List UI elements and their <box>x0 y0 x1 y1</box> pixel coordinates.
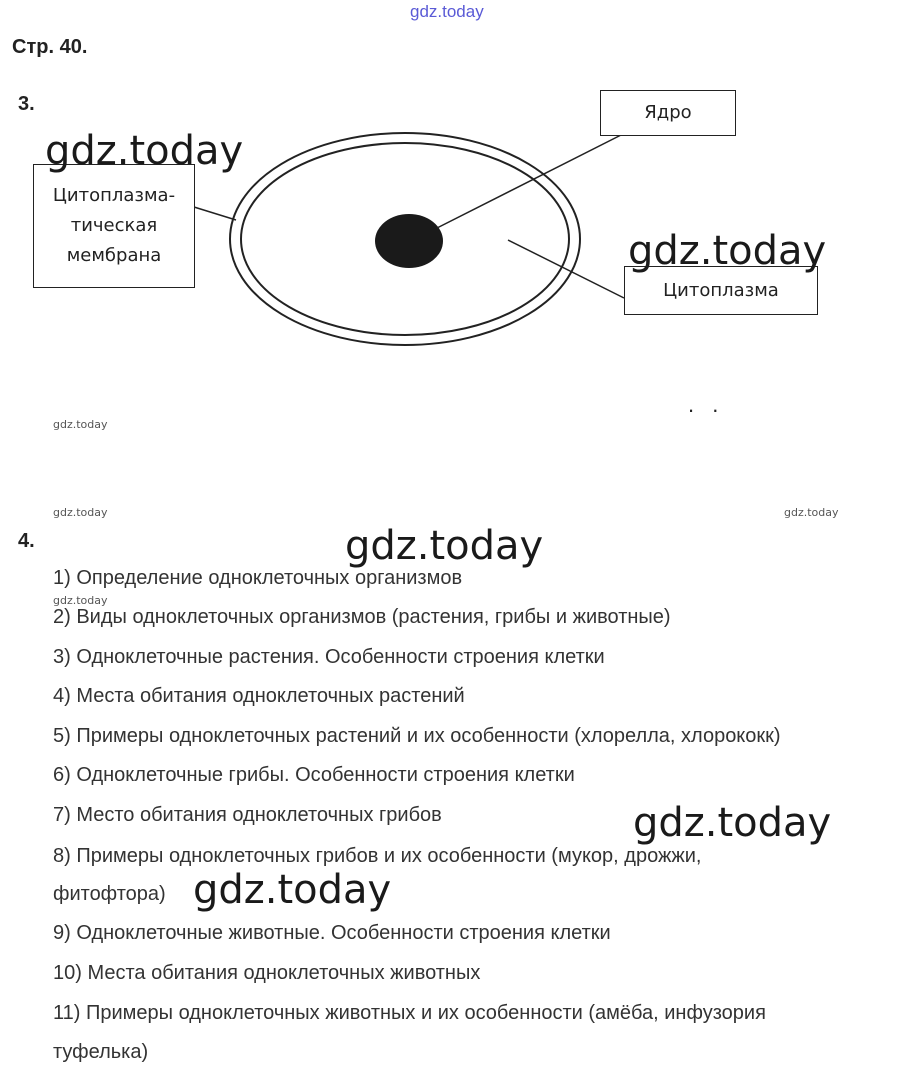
watermark-small-1: gdz.today <box>53 418 108 431</box>
outline-item: 11) Примеры одноклеточных животных и их особенности (амёба, инфузория <box>53 1002 766 1024</box>
nucleus-label-box <box>600 90 736 136</box>
nucleus-pointer-line <box>437 134 623 228</box>
outline-item: 1) Определение одноклеточных организмов <box>53 567 463 589</box>
watermark-diagram-left: gdz.today <box>45 128 244 174</box>
stray-dots: . . <box>688 392 725 417</box>
outline-item: фитофтора) <box>53 883 166 905</box>
nucleus-shape <box>375 214 443 268</box>
outline-item: 8) Примеры одноклеточных грибов и их особенности (мукор, дрожжи, <box>53 845 702 867</box>
watermark-small-4: gdz.today <box>53 594 108 607</box>
membrane-pointer-line <box>194 207 236 220</box>
outline-item: 6) Одноклеточные грибы. Особенности строения клетки <box>53 764 575 786</box>
membrane-label-box <box>33 164 195 288</box>
outline-item: туфелька) <box>53 1041 149 1063</box>
membrane-label-line3: мембрана <box>66 245 162 266</box>
nucleus-label: Ядро <box>644 102 692 123</box>
watermark-top: gdz.today <box>410 2 484 21</box>
cytoplasm-pointer-line <box>508 240 624 298</box>
outline-item: 9) Одноклеточные животные. Особенности строения клетки <box>53 922 611 944</box>
membrane-label-line1: Цитоплазма- <box>52 185 176 206</box>
outline-item: 5) Примеры одноклеточных растений и их особенности (хлорелла, хлорококк) <box>53 725 781 747</box>
outline-item: 7) Место обитания одноклеточных грибов <box>53 804 442 826</box>
watermark-diagram-right: gdz.today <box>628 228 827 274</box>
task-4-number: 4. <box>18 530 35 552</box>
watermark-small-2: gdz.today <box>53 506 108 519</box>
watermark-small-3: gdz.today <box>784 506 839 519</box>
outline-item: 10) Места обитания одноклеточных животных <box>53 962 481 984</box>
cytoplasm-label: Цитоплазма <box>663 279 779 301</box>
watermark-task4-top: gdz.today <box>345 523 544 569</box>
outline-item: 3) Одноклеточные растения. Особенности строения клетки <box>53 646 605 668</box>
outline-item: 2) Виды одноклеточных организмов (растения, грибы и животные) <box>53 606 671 628</box>
watermark-task4-low: gdz.today <box>193 867 392 913</box>
watermark-task4-mid: gdz.today <box>633 800 832 846</box>
outline-item: 4) Места обитания одноклеточных растений <box>53 685 465 707</box>
page-title: Стр. 40. <box>12 36 88 58</box>
membrane-label-line2: тическая <box>70 215 158 236</box>
task-3-number: 3. <box>18 93 35 115</box>
